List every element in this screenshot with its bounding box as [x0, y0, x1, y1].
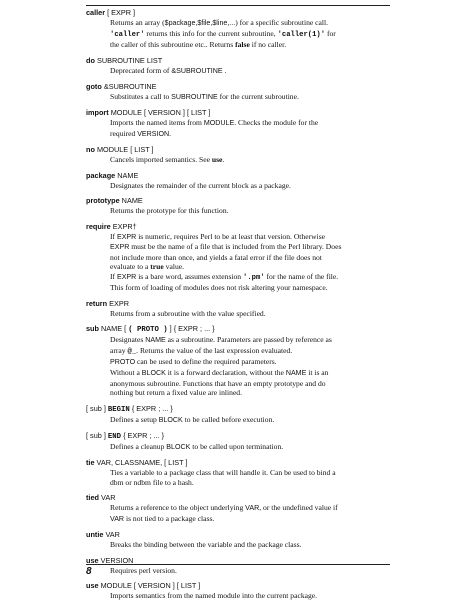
- entry-sub: [86, 324, 392, 398]
- entry-untie: [86, 530, 392, 550]
- entry-import: [86, 108, 392, 139]
- entry-description: Cancels imported semantics. See use.: [110, 155, 225, 165]
- entry-heading: use VERSION: [86, 555, 134, 565]
- entry-heading: sub NAME [ ( PROTO ) ] { EXPR ; ... }: [86, 324, 215, 335]
- entry-return: [86, 299, 392, 319]
- entry-description: Defines a setup BLOCK to be called before execution.: [110, 414, 275, 424]
- entry-prototype: [86, 196, 392, 216]
- entry-require: [86, 222, 392, 294]
- entry-do: [86, 56, 392, 77]
- entry-heading: package NAME: [86, 170, 139, 180]
- entry-caller: [86, 8, 392, 50]
- entry-description: Defines a cleanup BLOCK to be called upon termination.: [110, 442, 284, 452]
- entry-description: Requires perl version.: [110, 565, 177, 575]
- entry-tied: [86, 493, 392, 524]
- page-number: 8: [86, 566, 92, 577]
- entry-description: Designates the remainder of the current block as a package.: [110, 180, 291, 190]
- entry-goto: [86, 82, 392, 103]
- entry-heading: untie VAR: [86, 530, 120, 540]
- entry-description: Returns a reference to the object underlying VAR, or the undefined value if VAR is not tied to a package class.: [110, 503, 338, 523]
- entry-description: Designates NAME as a subroutine. Parameters are passed by reference as array @_. Returns the value of the last expression evaluated. PROTO can be used to define the required parameters. Without a BLOCK it is a forward declaration, without the NAME it is an anonymous subroutine. Functions that have an empty prototype and do nothing but return a fixed value are inlined.: [110, 335, 332, 398]
- entry-heading: import MODULE [ VERSION ] [ LIST ]: [86, 108, 211, 118]
- entry-heading: return EXPR: [86, 298, 129, 308]
- function-list: [86, 8, 392, 601]
- entry-description: Imports semantics from the named module into the current package.: [110, 591, 318, 601]
- entry-description: Breaks the binding between the variable and the package class.: [110, 540, 302, 550]
- entry-heading: use MODULE [ VERSION ] [ LIST ]: [86, 581, 201, 591]
- entry-heading: do SUBROUTINE LIST: [86, 55, 163, 65]
- entry-description: Returns an array ($package,$file,$line,...) for a specific subroutine call. 'caller' returns this info for the current subroutine, 'caller(1)' for the caller of this subroutine etc.. Returns false if no caller.: [110, 18, 336, 50]
- entry-heading: require EXPR†: [86, 221, 137, 231]
- entry-description: Ties a variable to a package class that will handle it. Can be used to bind a dbm or ndbm file to a hash.: [110, 468, 336, 487]
- entry-description: Substitutes a call to SUBROUTINE for the current subroutine.: [110, 91, 299, 101]
- entry-heading: [ sub ] BEGIN { EXPR ; ... }: [86, 403, 173, 414]
- entry-begin: [86, 404, 392, 426]
- entry-end: [86, 431, 392, 453]
- entry-heading: no MODULE [ LIST ]: [86, 145, 154, 155]
- entry-heading: prototype NAME: [86, 196, 143, 206]
- entry-heading: caller [ EXPR ]: [86, 8, 136, 17]
- entry-description: Imports the named items from MODULE. Checks the module for the required VERSION.: [110, 118, 319, 138]
- entry-description: Returns the prototype for this function.: [110, 206, 229, 216]
- entry-no: [86, 145, 392, 165]
- entry-package: [86, 171, 392, 191]
- entry-tie: [86, 458, 392, 487]
- bottom-rule: [86, 564, 390, 565]
- entry-description: If EXPR is numeric, requires Perl to be at least that version. Otherwise EXPR must be the name of a file that is included from the Perl library. Does not include more than once, and yields a fatal error if the file does not evaluate to a true value. If EXPR is a bare word, assumes extension '.pm' for the name of the file. This form of loading of modules does not risk altering your namespace.: [110, 231, 342, 293]
- entry-heading: tie VAR, CLASSNAME, [ LIST ]: [86, 458, 188, 468]
- entry-description: Returns from a subroutine with the value specified.: [110, 308, 266, 318]
- entry-heading: [ sub ] END { EXPR ; ... }: [86, 431, 165, 442]
- entry-use-version: [86, 556, 392, 576]
- entry-heading: tied VAR: [86, 493, 116, 503]
- entry-heading: goto &SUBROUTINE: [86, 81, 157, 91]
- entry-description: Deprecated form of &SUBROUTINE .: [110, 65, 227, 75]
- top-rule: [86, 5, 390, 6]
- entry-use-module: [86, 581, 392, 601]
